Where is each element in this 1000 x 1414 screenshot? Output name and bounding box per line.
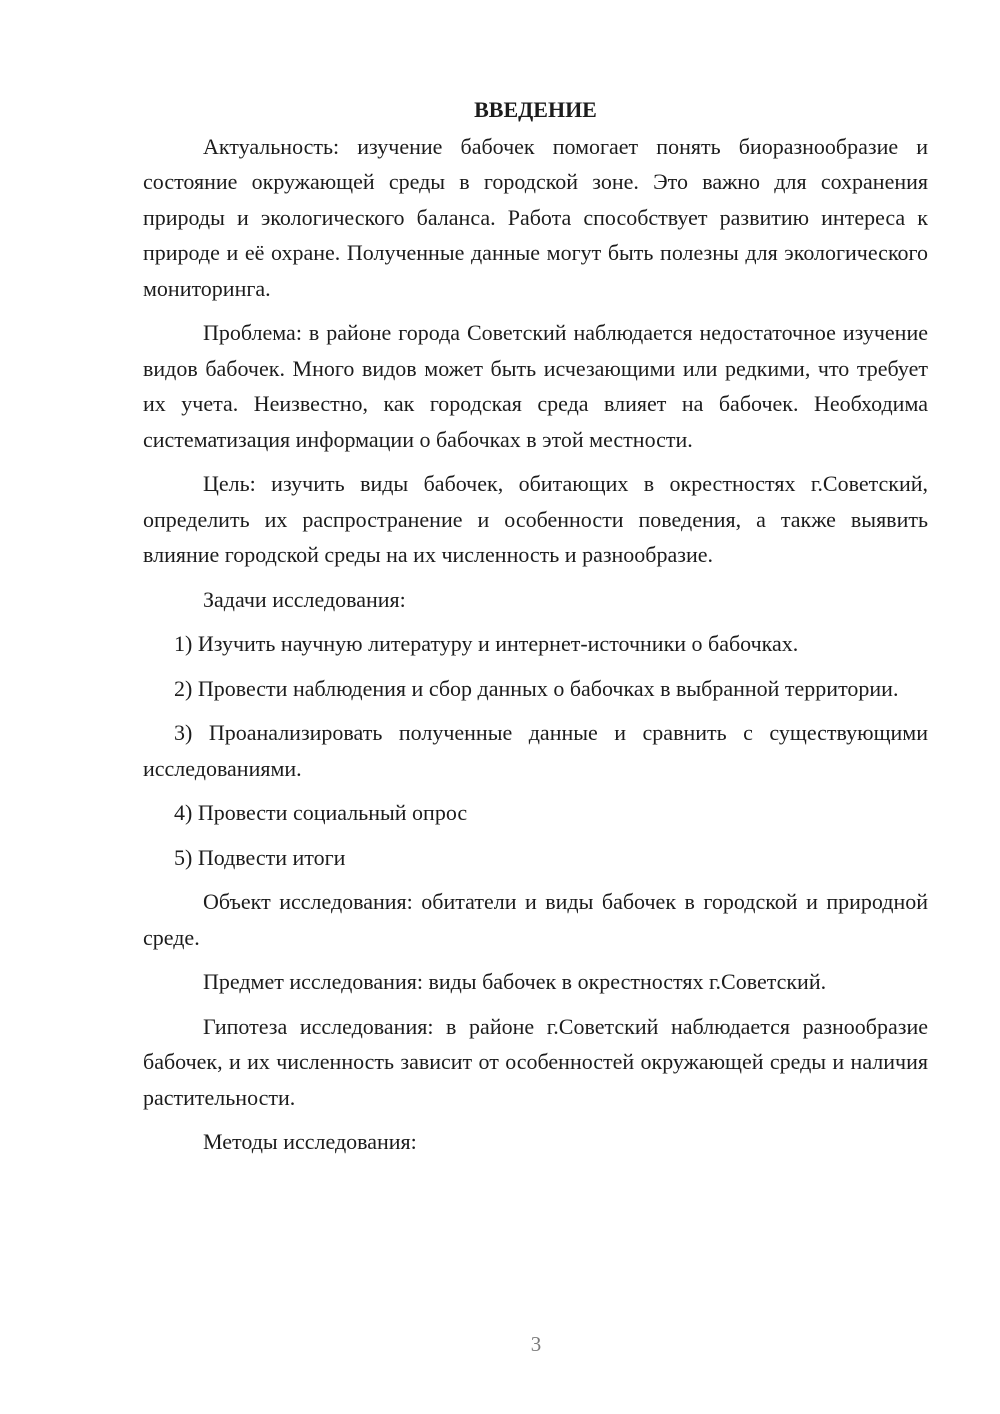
task-item-1: 1) Изучить научную литературу и интернет-источники о бабочках. (174, 631, 799, 656)
page-title: ВВЕДЕНИЕ (474, 97, 597, 122)
task-item-2: 2) Провести наблюдения и сбор данных о бабочках в выбранной территории. (174, 675, 899, 701)
relevance-paragraph: Актуальность: изучение бабочек помогает понять биоразнообразие и состояние окружающей среды в городской зоне. Это важно для сохранения природы и экологического баланса. Работа способствует развитию интереса к природе и её охране. Полученные данные могут быть полезны для экологического мониторинга. (143, 133, 928, 301)
methods-heading: Методы исследования: (203, 1129, 417, 1154)
goal-paragraph: Цель: изучить виды бабочек, обитающих в окрестностях г.Советский, определить их распространение и особенности поведения, а также выявить влияние городской среды на их численность и разнообразие. (143, 471, 928, 567)
task-item-4: 4) Провести социальный опрос (174, 800, 468, 825)
page-content (143, 92, 928, 1169)
hypothesis-paragraph: Гипотеза исследования: в районе г.Советский наблюдается разнообразие бабочек, и их численность зависит от особенностей окружающей среды и наличия растительности. (143, 1013, 928, 1110)
subject-paragraph: Предмет исследования: виды бабочек в окрестностях г.Советский. (203, 969, 827, 994)
task-item-3: 3) Проанализировать полученные данные и сравнить с существующими исследованиями. (143, 720, 928, 781)
page-number: 3 (530, 1332, 542, 1356)
object-paragraph: Объект исследования: обитатели и виды бабочек в городской и природной среде. (143, 889, 928, 950)
problem-paragraph: Проблема: в районе города Советский наблюдается недостаточное изучение видов бабочек. Много видов может быть исчезающими или редкими, что требует их учета. Неизвестно, как городская среда влияет на бабочек. Необходима систематизация информации о бабочках в этой местности. (143, 320, 928, 452)
tasks-heading: Задачи исследования: (203, 586, 406, 612)
task-item-5: 5) Подвести итоги (174, 844, 346, 870)
